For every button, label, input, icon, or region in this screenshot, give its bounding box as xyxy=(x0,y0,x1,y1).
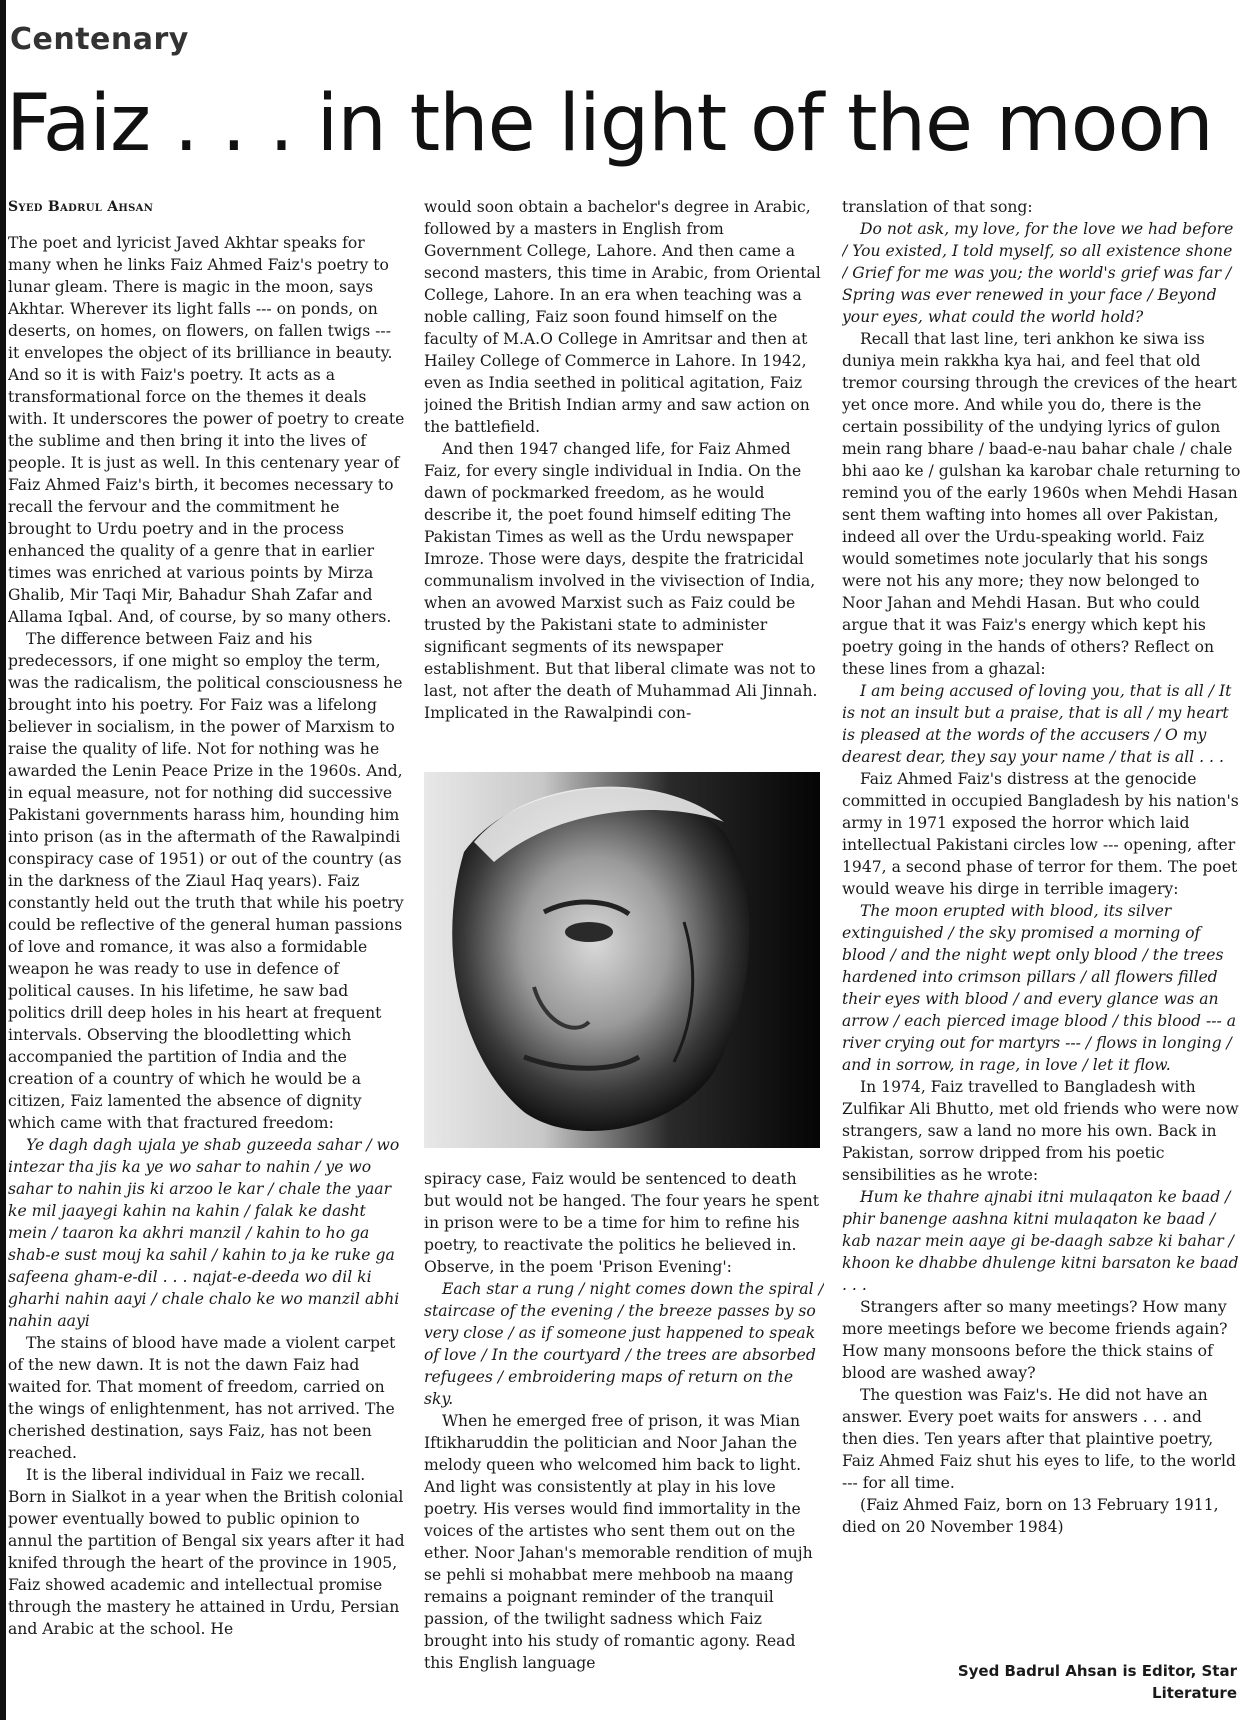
verse-paragraph: Each star a rung / night comes down the spiral / staircase of the evening / the breeze passes by so very close / as if someone just happened to speak of love / In the courtyard / the trees are absorbed refugees / embroidering maps of return on the sky. xyxy=(424,1280,824,1408)
column-1-body xyxy=(8,232,406,1640)
body-paragraph: Strangers after so many meetings? How many more meetings before we become friends again? How many monsoons before the thick stains of blood are washed away? xyxy=(842,1298,1228,1382)
verse-paragraph: Ye dagh dagh ujala ye shab guzeeda sahar / wo intezar tha jis ka ye wo sahar to nahin / ye wo sahar to nahin jis ki arzoo le kar / chale the yaar ke mil jaayegi kahin na kahin / falak ke dasht mein / taaron ka akhri manzil / kahin to ho ga shab-e sust mouj ka sahil / kahin to ja ke ruke ga safeena gham-e-dil . . . najat-e-deeda wo dil ki gharhi nahin aayi / chale chalo ke wo manzil abhi nahin aayi xyxy=(8,1136,400,1330)
verse-paragraph: Do not ask, my love, for the love we had before / You existed, I told myself, so all existence shone / Grief for me was you; the world's grief was far / Spring was ever renewed in your face / Beyond your eyes, what could the world hold? xyxy=(842,220,1234,326)
body-paragraph: would soon obtain a bachelor's degree in Arabic, followed by a masters in English from Government College, Lahore. And then came a second masters, this time in Arabic, from Oriental College, Lahore. In an era when teaching was a noble calling, Faiz soon found himself on the faculty of M.A.O College in Amritsar and then at Hailey College of Commerce in Lahore. In 1942, even as India seethed in political agitation, Faiz joined the British Indian army and saw action on the battlefield. xyxy=(424,198,821,436)
author-credit: Syed Badrul Ahsan is Editor, Star Literature xyxy=(957,1662,1237,1702)
body-paragraph: translation of that song: xyxy=(842,198,1033,216)
body-paragraph: spiracy case, Faiz would be sentenced to death but would not be hanged. The four years he spent in prison were to be a time for him to refine his poetry, to reactivate the politics he believed in. Observe, in the poem 'Prison Evening': xyxy=(424,1170,820,1276)
article-column-1 xyxy=(8,196,406,1716)
body-paragraph: It is the liberal individual in Faiz we recall. Born in Sialkot in a year when the British colonial power eventually bowed to public opinion to annul the partition of Bengal six years after it had knifed through the heart of the province in 1905, Faiz showed academic and intellectual promise through the mastery he attained in Urdu, Persian and Arabic at the school. He xyxy=(8,1466,405,1638)
headline: Faiz . . . in the light of the moon xyxy=(6,79,1213,169)
body-paragraph: Recall that last line, teri ankhon ke siwa iss duniya mein rakkha kya hai, and feel that old tremor coursing through the crevices of the heart yet once more. And while you do, there is the certain possibility of the undying lyrics of gulon mein rang bhare / baad-e-nau bahar chale / chale bhi aao ke / gulshan ka karobar chale returning to remind you of the early 1960s when Mehdi Hasan sent them wafting into homes all over Pakistan, indeed all over the Urdu-speaking world. Faiz would sometimes note jocularly that his songs were not his any more; they now belonged to Noor Jahan and Mehdi Hasan. But who could argue that it was Faiz's energy which kept his poetry going in the hands of others? Reflect on these lines from a ghazal: xyxy=(842,330,1241,678)
column-3-body xyxy=(842,196,1242,1538)
portrait-image xyxy=(424,772,820,1148)
verse-paragraph: The moon erupted with blood, its silver extinguished / the sky promised a morning of blood / and the night wept only blood / the trees hardened into crimson pillars / all flowers filled their eyes with blood / and every glance was an arrow / each pierced image blood / this blood --- a river crying out for martyrs --- / flows in longing / and in sorrow, in rage, in love / let it flow. xyxy=(842,902,1237,1074)
body-paragraph: The stains of blood have made a violent carpet of the new dawn. It is not the dawn Faiz had waited for. That moment of freedom, carried on the wings of enlightenment, has not arrived. The cherished destination, says Faiz, has not been reached. xyxy=(8,1334,396,1462)
body-paragraph: The question was Faiz's. He did not have an answer. Every poet waits for answers . . . and then dies. Ten years after that plaintive poetry, Faiz Ahmed Faiz shut his eyes to life, to the world --- for all time. xyxy=(842,1386,1236,1492)
section-label: Centenary xyxy=(10,22,189,57)
body-paragraph: In 1974, Faiz travelled to Bangladesh with Zulfikar Ali Bhutto, met old friends who were now strangers, saw a land no more his own. Back in Pakistan, sorrow dripped from his poetic sensibilities as he wrote: xyxy=(842,1078,1239,1184)
column-2-top xyxy=(424,196,824,756)
verse-paragraph: Hum ke thahre ajnabi itni mulaqaton ke baad / phir banenge aashna kitni mulaqaton ke baad / kab nazar mein aaye gi be-daagh sabze ki bahar / khoon ke dhabbe dhulenge kitni barsaton ke baad . . . xyxy=(842,1188,1239,1294)
article-column-3 xyxy=(842,196,1242,1716)
verse-paragraph: I am being accused of loving you, that is all / It is not an insult but a praise, that is all / my heart is pleased at the words of the accusers / O my dearest dear, they say your name / that is all . . . xyxy=(842,682,1232,766)
body-paragraph: And then 1947 changed life, for Faiz Ahmed Faiz, for every single individual in India. On the dawn of pockmarked freedom, as he would describe it, the poet found himself editing The Pakistan Times as well as the Urdu newspaper Imroze. Those were days, despite the fratricidal communalism involved in the vivisection of India, when an avowed Marxist such as Faiz could be trusted by the Pakistani state to administer significant segments of its newspaper establishment. But that liberal climate was not to last, not after the death of Muhammad Ali Jinnah. Implicated in the Rawalpindi con- xyxy=(424,440,818,722)
body-paragraph: The difference between Faiz and his predecessors, if one might so employ the term, was the radicalism, the political consciousness he brought into his poetry. For Faiz was a lifelong believer in socialism, in the power of Marxism to raise the quality of life. Not for nothing was he awarded the Lenin Peace Prize in the 1960s. And, in equal measure, not for nothing did successive Pakistani governments harass him, hounding him into prison (as in the aftermath of the Rawalpindi conspiracy case of 1951) or out of the country (as in the darkness of the Ziaul Haq years). Faiz constantly held out the truth that while his poetry could be reflective of the general human passions of love and romance, it was also a formidable weapon he was ready to use in defence of political causes. In his lifetime, he saw bad politics drill deep holes in his heart at frequent intervals. Observing the bloodletting which accompanied the partition of India and the creation of a country of which he would be a citizen, Faiz lamented the absence of dignity which came with that fractured freedom: xyxy=(8,630,404,1132)
left-margin-rule xyxy=(0,0,6,1720)
body-paragraph: (Faiz Ahmed Faiz, born on 13 February 1911, died on 20 November 1984) xyxy=(842,1496,1219,1536)
portrait-photo xyxy=(424,772,820,1148)
body-paragraph: The poet and lyricist Javed Akhtar speaks for many when he links Faiz Ahmed Faiz's poetry to lunar gleam. There is magic in the moon, says Akhtar. Wherever its light falls --- on ponds, on deserts, on homes, on flowers, on fallen twigs --- it envelopes the object of its brilliance in beauty. And so it is with Faiz's poetry. It acts as a transformational force on the themes it deals with. It underscores the power of poetry to create the sublime and then bring it into the lives of people. It is just as well. In this centenary year of Faiz Ahmed Faiz's birth, it becomes necessary to recall the fervour and the commitment he brought to Urdu poetry and in the process enhanced the quality of a genre that in earlier times was enriched at various points by Mirza Ghalib, Mir Taqi Mir, Bahadur Shah Zafar and Allama Iqbal. And, of course, by so many others. xyxy=(8,234,405,626)
body-paragraph: When he emerged free of prison, it was Mian Iftikharuddin the politician and Noor Jahan the melody queen who welcomed him back to light. And light was consistently at play in his love poetry. His verses would find immortality in the voices of the artistes who sent them out on the ether. Noor Jahan's memorable rendition of mujh se pehli si mohabbat mere mehboob na maang remains a poignant reminder of the tranquil passion, of the twilight sadness which Faiz brought into his study of romantic agony. Read this English language xyxy=(424,1412,813,1672)
article-column-2 xyxy=(424,196,824,1716)
byline: Syed Badrul Ahsan xyxy=(8,199,154,215)
body-paragraph: Faiz Ahmed Faiz's distress at the genocide committed in occupied Bangladesh by his nation's army in 1971 exposed the horror which laid intellectual Pakistani circles low --- opening, after 1947, a second phase of terror for them. The poet would weave his dirge in terrible imagery: xyxy=(842,770,1239,898)
column-2-bottom xyxy=(424,1168,824,1674)
